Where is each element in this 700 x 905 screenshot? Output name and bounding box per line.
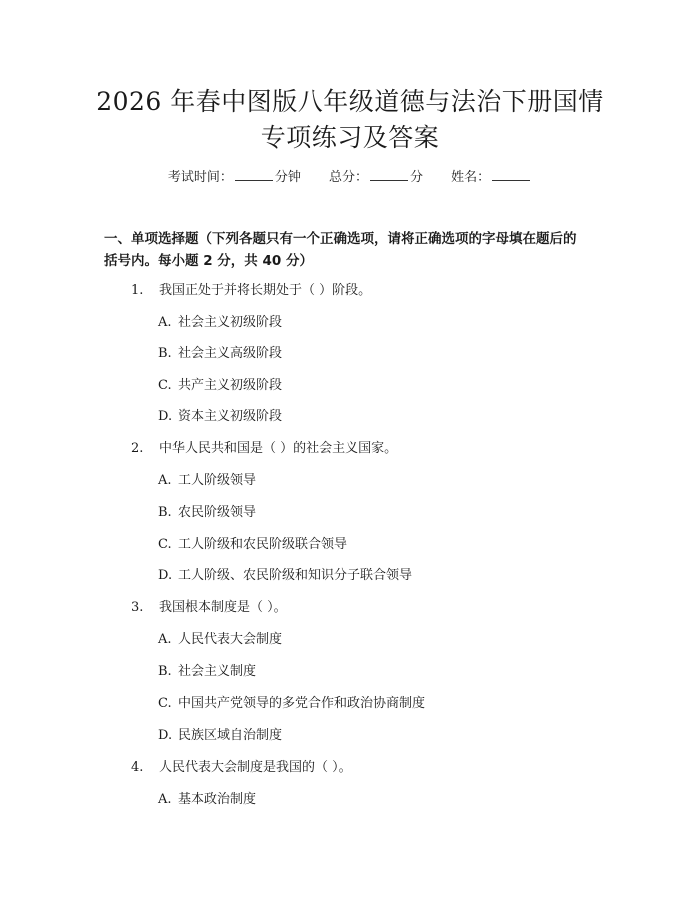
question — [131, 758, 352, 778]
question — [131, 281, 371, 301]
total-score-unit: 分 — [410, 170, 424, 185]
question-number: 4. — [131, 760, 144, 775]
name-label: 姓名： — [451, 170, 491, 185]
option-text: 社会主义初级阶段 — [178, 315, 283, 330]
question-text: 我国正处于并将长期处于（ ）阶段。 — [159, 283, 372, 298]
option-letter: A. — [158, 473, 172, 488]
option-letter: D. — [158, 728, 173, 743]
option-letter: C. — [158, 696, 172, 711]
answer-option — [158, 726, 282, 746]
answer-option — [158, 503, 256, 523]
option-text: 社会主义制度 — [178, 664, 257, 679]
exam-time-blank — [235, 166, 273, 181]
option-letter: C. — [158, 378, 172, 393]
answer-option — [158, 376, 282, 396]
section-heading — [104, 228, 604, 272]
answer-option — [158, 471, 256, 491]
question — [131, 439, 397, 459]
option-letter: D. — [158, 409, 173, 424]
answer-option — [158, 566, 412, 586]
option-letter: C. — [158, 537, 172, 552]
exam-info-line — [0, 166, 700, 189]
option-letter: A. — [158, 315, 172, 330]
question-text: 中华人民共和国是（ ）的社会主义国家。 — [159, 441, 398, 456]
question-text: 我国根本制度是（ ）。 — [159, 600, 287, 615]
exam-time-field — [168, 166, 301, 189]
total-score-label: 总分： — [328, 170, 368, 185]
option-text: 资本主义初级阶段 — [178, 409, 283, 424]
section-heading-line-2: 括号内。每小题 2 分，共 40 分） — [104, 253, 313, 269]
answer-option — [158, 344, 282, 364]
question-number: 2. — [131, 441, 144, 456]
option-letter: A. — [158, 792, 172, 807]
exam-time-label: 考试时间： — [167, 170, 233, 185]
answer-option — [158, 535, 347, 555]
option-text: 农民阶级领导 — [178, 505, 257, 520]
option-text: 工人阶级和农民阶级联合领导 — [178, 537, 348, 552]
name-blank — [492, 166, 530, 181]
question — [131, 598, 287, 618]
question-number: 1. — [131, 283, 144, 298]
option-letter: D. — [158, 568, 173, 583]
option-letter: A. — [158, 632, 172, 647]
answer-option — [158, 662, 256, 682]
option-text: 中国共产党领导的多党合作和政治协商制度 — [178, 696, 426, 711]
option-text: 民族区域自治制度 — [178, 728, 283, 743]
question-number: 3. — [131, 600, 144, 615]
option-letter: B. — [158, 505, 172, 520]
option-text: 社会主义高级阶段 — [178, 346, 283, 361]
answer-option — [158, 694, 425, 714]
section-heading-line-1: 一、单项选择题（下列各题只有一个正确选项，请将正确选项的字母填在题后的 — [104, 231, 577, 247]
total-score-blank — [370, 166, 408, 181]
exam-time-unit: 分钟 — [274, 170, 301, 185]
option-text: 工人阶级、农民阶级和知识分子联合领导 — [178, 568, 413, 583]
document-title-line-2: 专项练习及答案 — [260, 123, 440, 152]
answer-option — [158, 630, 282, 650]
option-text: 基本政治制度 — [178, 792, 257, 807]
answer-option — [158, 313, 282, 333]
option-text: 人民代表大会制度 — [178, 632, 283, 647]
option-text: 共产主义初级阶段 — [178, 378, 283, 393]
document-title-line-1: 2026 年春中图版八年级道德与法治下册国情 — [96, 87, 604, 116]
option-letter: B. — [158, 346, 172, 361]
option-letter: B. — [158, 664, 172, 679]
answer-option — [158, 407, 282, 427]
name-field — [451, 166, 532, 189]
total-score-field — [329, 166, 423, 189]
question-text: 人民代表大会制度是我国的（ ）。 — [159, 760, 352, 775]
answer-option — [158, 790, 256, 810]
option-text: 工人阶级领导 — [178, 473, 257, 488]
